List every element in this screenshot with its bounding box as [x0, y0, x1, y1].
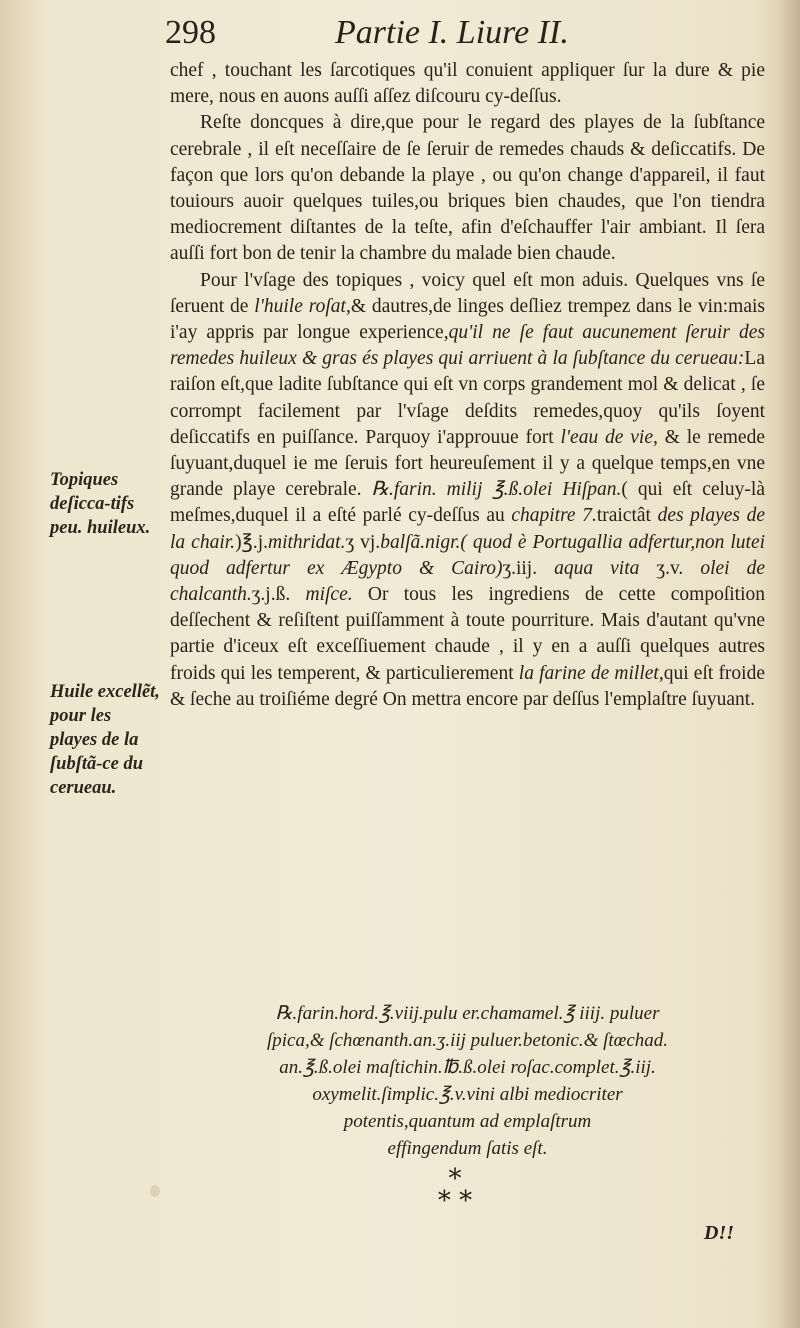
paper-stain: [150, 1185, 160, 1197]
recipe-line: an.℥.ß.olei maſtichin.℔.ß.olei roſac.complet.℥.iij.: [279, 1057, 656, 1078]
paragraph-3: Pour l'vſage des topiques , voicy quel eſt mon aduis. Quelques vns ſe ſeruent de l'huile roſat,& dautres,de linges deſliez trempez dans le vin:mais i'ay appris par longue experience,qu'il ne ſe faut aucunement ſeruir des remedes huileux & gras és playes qui arriuent à la ſubſtance du cerueau:La raiſon eſt,que ladite ſubſtance qui eſt vn corps grandement mol & delicat , ſe corrompt facilement par l'vſage deſdits remedes,quoy qu'ils ſoyent deſiccatifs en puiſſance. Parquoy i'approuue fort l'eau de vie, & le remede ſuyuant,duquel ie me ſeruis fort heureuſement il y a quelque temps,en vne grande playe cerebrale. ℞.farin. milij ℥.ß.olei Hiſpan.( qui eſt celuy-là meſmes,duquel il a eſté parlé cy-deſſus au chapitre 7.traictât des playes de la chair.)℥.j.mithridat.ʒ vj.balſã.nigr.( quod è Portugallia adfertur,non lutei quod adfertur ex Ægypto & Cairo)ʒ.iij. aqua vita ʒ.v. olei de chalcanth.ʒ.j.ß. miſce. Or tous les ingrediens de cette compoſition deſſechent & reſiſtent puiſſamment à toute pourriture. Mais d'autant qu'vne partie d'iceux eſt exceſſiuement chaude , il y en a auſſi quelques autres froids qui les temperent, & particulierement la farine de millet,qui eſt froide & ſeche au troiſiéme degré On mettra encore par deſſus l'emplaſtre ſuyuant.: [170, 269, 766, 710]
recipe-line: ſpica,& ſchœnanth.an.ʒ.iij puluer.betonic.& ſtœchad.: [266, 1030, 669, 1051]
page-number: 298: [165, 14, 216, 51]
recipe-line: oxymelit.ſimplic.℥.v.vini albi mediocriter: [312, 1084, 623, 1105]
recipe-line: ℞.farin.hord.℥.viij.pulu er.chamamel.℥ iiij. puluer: [275, 1003, 660, 1024]
page-header: [165, 14, 665, 56]
running-head: Partie I. Liure II.: [335, 14, 569, 51]
ornament-star-top: *: [448, 1164, 462, 1194]
paragraph-2: Reſte doncques à dire,que pour le regard des playes de la ſubſtance cerebrale , il eſt neceſſaire de ſe ſeruir de remedes chauds & deſiccatifs. De façon que lors qu'on debande la playe , ou qu'on change d'appareil, il faut touiours auoir quelques tuiles,ou briques bien chaudes, que l'on tiendra mediocrement diſtantes de la teſte, afin d'eſchauffer l'air ambiant. Il ſera auſſi fort bon de tenir la chambre du malade bien chaude.: [170, 112, 765, 265]
paragraph-1: chef , touchant les ſarcotiques qu'il conuient appliquer ſur la dure & pie mere, nous en auons auſſi aſſez diſcouru cy-deſſus.: [170, 60, 765, 108]
main-text: [170, 58, 765, 713]
recipe-line: effingendum ſatis eſt.: [387, 1138, 548, 1159]
recipe-line: potentis,quantum ad emplaſtrum: [343, 1111, 592, 1132]
ornament-stars-bottom: * *: [437, 1186, 473, 1216]
margin-note-huile: Huile excellẽt, pour les playes de la ſubſtã-ce du cerueau.: [50, 682, 160, 798]
margin-note-topiques: Topiques deſicca-tifs peu. huileux.: [50, 470, 151, 538]
asterism-ornament: [420, 1164, 490, 1216]
page-shadow-edge: [778, 0, 800, 1328]
catchword: D!!: [704, 1222, 735, 1244]
recipe-block: [170, 1000, 765, 1162]
